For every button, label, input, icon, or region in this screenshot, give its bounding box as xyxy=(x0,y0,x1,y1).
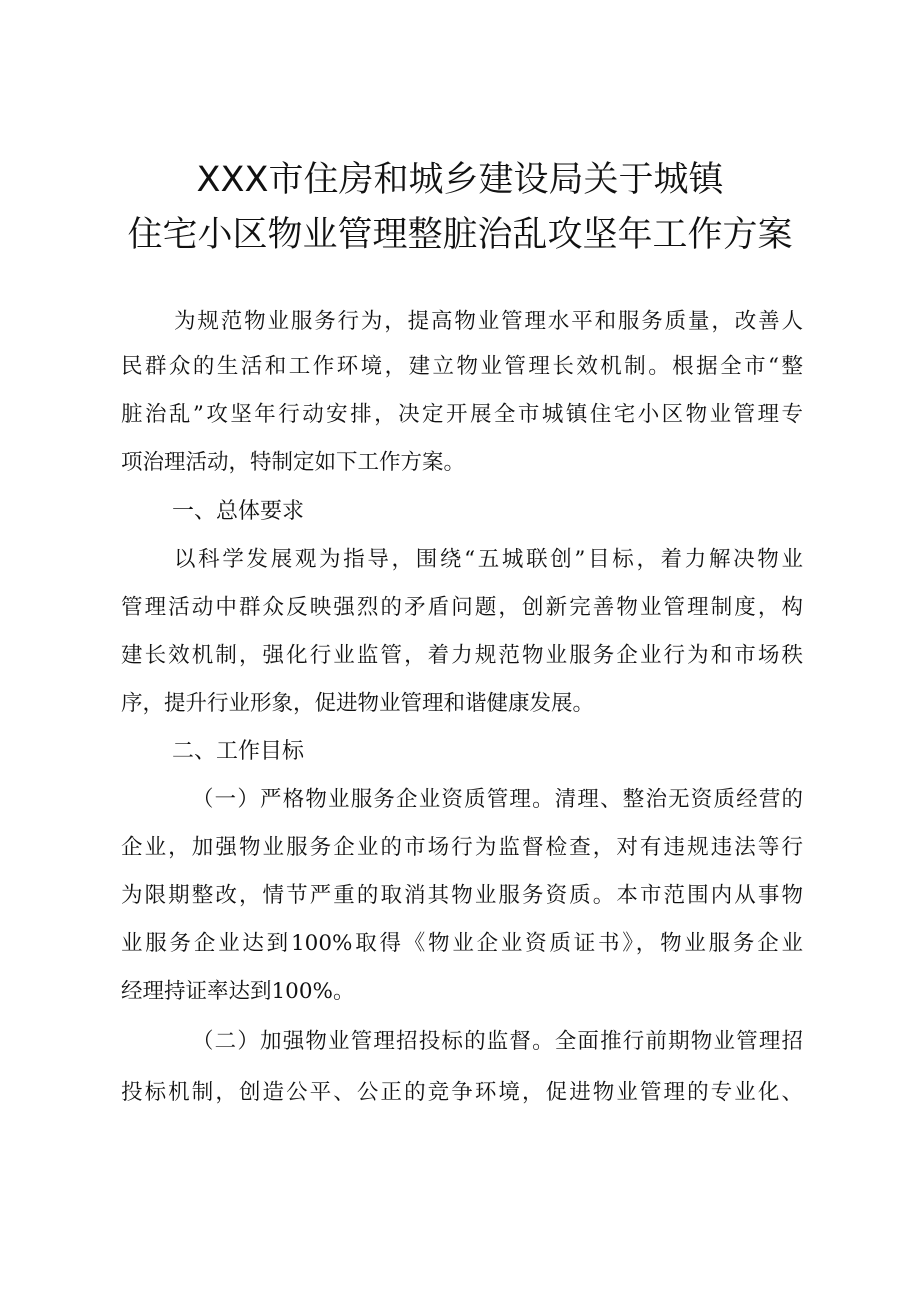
intro-line-3: 脏治乱”攻坚年行动安排，决定开展全市城镇住宅小区物业管理专 xyxy=(121,402,803,427)
section-2-item-1-line-2: 企业，加强物业服务企业的市场行为监督检查，对有违规违法等行 xyxy=(121,835,803,860)
document-title-line-2: 住宅小区物业管理整脏治乱攻坚年工作方案 xyxy=(127,215,793,255)
section-1-line-1: 以科学发展观为指导，围绕“五城联创”目标，着力解决物业 xyxy=(174,547,803,572)
section-1-heading: 一、总体要求 xyxy=(172,499,305,524)
section-1-line-4: 序，提升行业形象，促进物业管理和谐健康发展。 xyxy=(121,691,595,716)
section-2-item-2-line-1: （二）加强物业管理招投标的监督。全面推行前期物业管理招 xyxy=(192,1029,803,1054)
document-title-line-1: XXX市住房和城乡建设局关于城镇 xyxy=(196,160,724,200)
section-2-item-2-line-2: 投标机制，创造公平、公正的竞争环境，促进物业管理的专业化、 xyxy=(121,1080,803,1105)
section-2-item-1-line-4: 业服务企业达到100%取得《物业企业资质证书》，物业服务企业 xyxy=(121,931,803,956)
section-2-item-1-line-3: 为限期整改，情节严重的取消其物业服务资质。本市范围内从事物 xyxy=(121,883,803,908)
intro-line-2: 民群众的生活和工作环境，建立物业管理长效机制。根据全市“整 xyxy=(121,354,803,379)
section-1-line-3: 建长效机制，强化行业监管，着力规范物业服务企业行为和市场秩 xyxy=(121,643,803,668)
section-2-item-1-line-1: （一）严格物业服务企业资质管理。清理、整治无资质经营的 xyxy=(192,787,803,812)
section-2-heading: 二、工作目标 xyxy=(172,739,305,764)
section-1-line-2: 管理活动中群众反映强烈的矛盾问题，创新完善物业管理制度，构 xyxy=(121,595,803,620)
section-2-item-1-line-5: 经理持证率达到100%。 xyxy=(121,979,355,1004)
intro-line-4: 项治理活动，特制定如下工作方案。 xyxy=(121,450,466,475)
intro-line-1: 为规范物业服务行为，提高物业管理水平和服务质量，改善人 xyxy=(174,309,803,334)
